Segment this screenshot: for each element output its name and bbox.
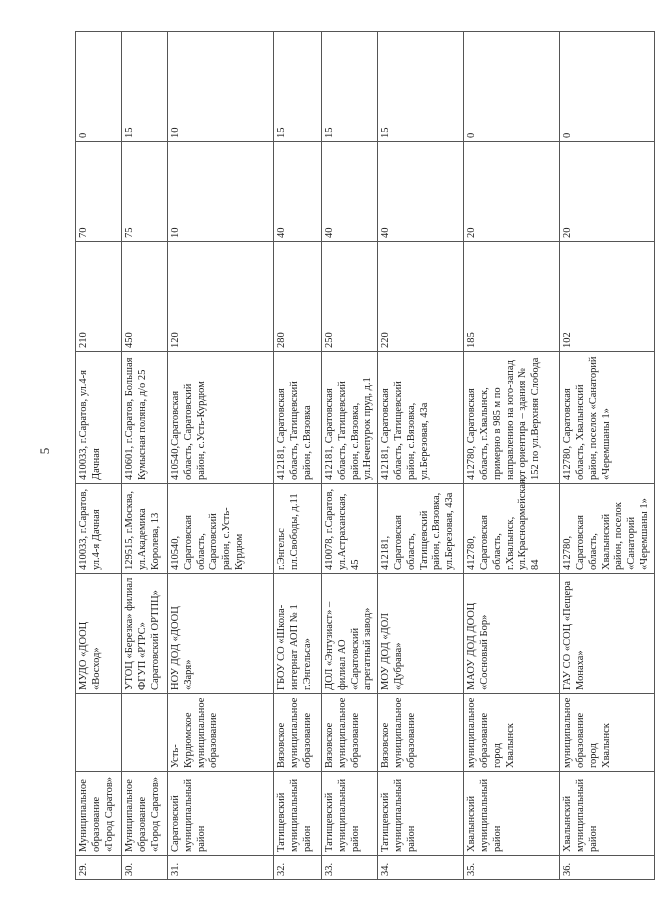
value-a-cell: 20 bbox=[464, 142, 560, 242]
municipality-cell: муниципальное образование город Хвалынск bbox=[464, 694, 560, 772]
value-a-cell: 10 bbox=[168, 142, 274, 242]
district-cell: Муниципальное образование «Город Саратов» bbox=[122, 772, 168, 856]
organization-cell: УТОЦ «Березка» филиал ФГУП «РТРС» Саратовский ОРТПЦ» bbox=[122, 574, 168, 694]
legal-address-cell: г.Энгельс пл.Свободы, д.11 bbox=[274, 484, 322, 574]
capacity-cell: 102 bbox=[560, 242, 655, 352]
capacity-cell: 450 bbox=[122, 242, 168, 352]
organization-cell: ДОЛ «Энтузиаст» – филиал АО «Саратовский агрегатный завод» bbox=[322, 574, 378, 694]
organization-cell: МАОУ ДОД ДООЦ «Сосновый Бор» bbox=[464, 574, 560, 694]
table-row bbox=[560, 32, 655, 880]
municipality-cell: Усть-Курдюмское муниципальное образование bbox=[168, 694, 274, 772]
district-cell: Татищевский муниципальный район bbox=[378, 772, 464, 856]
value-a-cell: 75 bbox=[122, 142, 168, 242]
municipality-cell: муниципальное образование город Хвалынск bbox=[560, 694, 655, 772]
organization-cell: МОУ ДОД «ДОЛ «Дубрава» bbox=[378, 574, 464, 694]
table-row bbox=[274, 32, 322, 880]
municipality-cell bbox=[76, 694, 122, 772]
organization-cell: ГБОУ СО «Школа-интернат АОП № 1 г.Энгельса» bbox=[274, 574, 322, 694]
table-row bbox=[168, 32, 274, 880]
row-number: 34. bbox=[378, 856, 464, 880]
organization-cell: МУДО «ДООЦ «Восход» bbox=[76, 574, 122, 694]
organization-cell: НОУ ДОД «ДООЦ «Заря» bbox=[168, 574, 274, 694]
actual-address-cell: 410540,Саратовская область, Саратовский район, с.Усть-Курдюм bbox=[168, 352, 274, 484]
row-number: 30. bbox=[122, 856, 168, 880]
page-number: 5 bbox=[37, 447, 52, 455]
legal-address-cell: 412780, Саратовская область, Хвалынский район, поселок «Санаторий «Черемшаны 1» bbox=[560, 484, 655, 574]
table-row bbox=[122, 32, 168, 880]
row-number: 29. bbox=[76, 856, 122, 880]
value-a-cell: 40 bbox=[378, 142, 464, 242]
district-cell: Саратовский муниципальный район bbox=[168, 772, 274, 856]
municipality-cell: Вязовское муниципальное образование bbox=[322, 694, 378, 772]
municipality-cell bbox=[122, 694, 168, 772]
capacity-cell: 250 bbox=[322, 242, 378, 352]
value-b-cell: 10 bbox=[168, 32, 274, 142]
organization-cell: ГАУ СО «СОЦ «Пещера Монаха» bbox=[560, 574, 655, 694]
value-a-cell: 20 bbox=[560, 142, 655, 242]
capacity-cell: 120 bbox=[168, 242, 274, 352]
table-row bbox=[76, 32, 122, 880]
value-b-cell: 0 bbox=[76, 32, 122, 142]
table-row bbox=[378, 32, 464, 880]
actual-address-cell: 410033, г.Саратов, ул.4-я Дачная bbox=[76, 352, 122, 484]
table-row bbox=[322, 32, 378, 880]
district-cell: Татищевский муниципальный район bbox=[274, 772, 322, 856]
actual-address-cell: 412181, Саратовская область, Татищевский район, с.Вязовка, ул.Березовая, 43а bbox=[378, 352, 464, 484]
value-b-cell: 0 bbox=[560, 32, 655, 142]
legal-address-cell: 410540, Саратовская область, Саратовский район, с.Усть-Курдюм bbox=[168, 484, 274, 574]
actual-address-cell: 412780, Саратовская область, г.Хвалынск, примерно в 985 м по направлению на юго-запад от ориентира – здания № 152 по ул.Верхняя Слобода bbox=[464, 352, 560, 484]
actual-address-cell: 412181, Саратовская область, Татищевский район, с.Вязовка bbox=[274, 352, 322, 484]
row-number: 31. bbox=[168, 856, 274, 880]
row-number: 36. bbox=[560, 856, 655, 880]
district-cell: Хвалынский муниципальный район bbox=[560, 772, 655, 856]
municipality-cell: Вязовское муниципальное образование bbox=[378, 694, 464, 772]
value-b-cell: 0 bbox=[464, 32, 560, 142]
capacity-cell: 210 bbox=[76, 242, 122, 352]
capacity-cell: 185 bbox=[464, 242, 560, 352]
actual-address-cell: 412780, Саратовская область, Хвалынский район, поселок «Санаторий «Черемшаны 1» bbox=[560, 352, 655, 484]
actual-address-cell: 412181, Саратовская область, Татищевский район, с.Вязовка, ул.Нечепурок пруд, д.1 bbox=[322, 352, 378, 484]
row-number: 33. bbox=[322, 856, 378, 880]
value-b-cell: 15 bbox=[122, 32, 168, 142]
municipality-cell: Вязовское муниципальное образование bbox=[274, 694, 322, 772]
legal-address-cell: 412780, Саратовская область, г.Хвалынск, ул.Красноармейская, 84 bbox=[464, 484, 560, 574]
actual-address-cell: 410601, г.Саратов, Большая Кумысная поляна, д/о 25 bbox=[122, 352, 168, 484]
district-cell: Хвалынский муниципальный район bbox=[464, 772, 560, 856]
value-b-cell: 15 bbox=[322, 32, 378, 142]
table-row bbox=[464, 32, 560, 880]
legal-address-cell: 412181, Саратовская область, Татищевский район, с.Вязовка, ул.Березовая, 43а bbox=[378, 484, 464, 574]
legal-address-cell: 410033, г.Саратов, ул.4-я Дачная bbox=[76, 484, 122, 574]
value-a-cell: 40 bbox=[274, 142, 322, 242]
capacity-cell: 280 bbox=[274, 242, 322, 352]
value-a-cell: 70 bbox=[76, 142, 122, 242]
district-cell: Муниципальное образование «Город Саратов» bbox=[76, 772, 122, 856]
camps-table bbox=[75, 31, 655, 880]
legal-address-cell: 410078, г.Саратов, ул.Астраханская, 45 bbox=[322, 484, 378, 574]
value-a-cell: 40 bbox=[322, 142, 378, 242]
legal-address-cell: 129515, г.Москва, ул.Академика Королева, 13 bbox=[122, 484, 168, 574]
district-cell: Татищевский муниципальный район bbox=[322, 772, 378, 856]
document-table-rotated bbox=[75, 32, 650, 880]
value-b-cell: 15 bbox=[274, 32, 322, 142]
row-number: 35. bbox=[464, 856, 560, 880]
row-number: 32. bbox=[274, 856, 322, 880]
capacity-cell: 220 bbox=[378, 242, 464, 352]
value-b-cell: 15 bbox=[378, 32, 464, 142]
